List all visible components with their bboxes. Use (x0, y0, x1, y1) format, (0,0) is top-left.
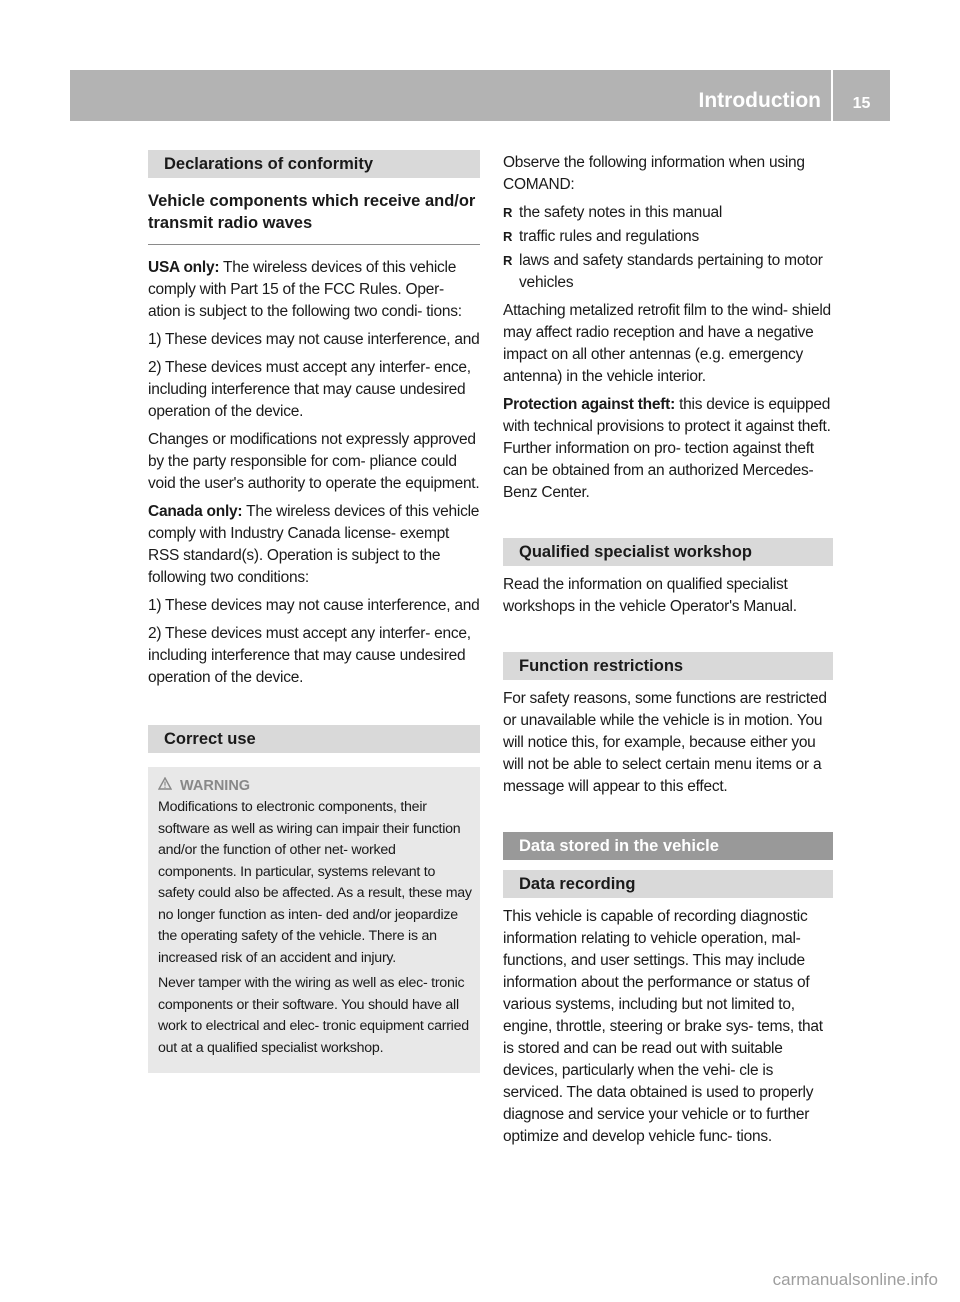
observe-intro: Observe the following information when using COMAND: (503, 154, 805, 193)
warning-box (148, 767, 480, 1073)
changes-paragraph: Changes or modifications not expressly approved by the party responsible for com- pliance could void the user's authority to operate the equipment. (148, 431, 480, 492)
usa-paragraph (148, 257, 480, 323)
warning-paragraph-2: Never tamper with the wiring as well as elec- tronic components or their software. You should have all work to electrical and elec- tronic equipment carried out at a qualified specialist workshop. (158, 975, 469, 1056)
film-paragraph: Attaching metalized retrofit film to the wind- shield may affect radio reception and have a negative impact on all other antennas (e.g. emergency antenna) in the vehicle interior. (503, 302, 831, 385)
usa-label: USA only: (148, 259, 220, 276)
data-recording-paragraph: This vehicle is capable of recording diagnostic information relating to vehicle operation, mal- functions, and user settings. This may include information about the performance or status of various systems, including but not limited to, engine, throttle, steering or brake sys- tems, that is stored and can be read out with suitable devices, particularly when the vehi- cle is serviced. The data obtained is used to properly diagnose and service your vehicle or to further optimize and develop vehicle func- tions. (503, 908, 823, 1145)
section-heading-restrictions: Function restrictions (503, 652, 833, 680)
canada-text: The wireless devices of this vehicle comply with Industry Canada license- exempt RSS standard(s). Operation is subject to the following two conditions: (148, 503, 480, 586)
section-heading-correct-use: Correct use (148, 725, 480, 753)
bullet-mark: R (503, 205, 513, 220)
workshop-paragraph: Read the information on qualified specialist workshops in the vehicle Operator's Manual. (503, 576, 797, 615)
theft-paragraph (503, 394, 833, 504)
left-column (148, 150, 480, 1073)
right-column (503, 152, 833, 1154)
theft-label: Protection against theft: (503, 396, 676, 413)
warning-label: WARNING (180, 778, 251, 794)
section-heading-declarations: Declarations of conformity (148, 150, 480, 178)
section-heading-workshop: Qualified specialist workshop (503, 538, 833, 566)
usa-condition-2: 2) These devices must accept any interfer- ence, including interference that may cause undesired operation of the device. (148, 359, 471, 420)
list-item: R the safety notes in this manual (503, 202, 833, 224)
usa-condition-1: 1) These devices may not cause interference, and (148, 331, 480, 348)
page-header (70, 70, 890, 121)
usa-text: The wireless devices of this vehicle comply with Part 15 of the FCC Rules. Oper- ation is subject to the following two condi- tions: (148, 259, 462, 320)
restrictions-paragraph: For safety reasons, some functions are restricted or unavailable while the vehicle is in motion. You will notice this, for example, because either you will not be able to select certain menu items or a message will appear to this effect. (503, 690, 827, 795)
canada-label: Canada only: (148, 503, 243, 520)
theft-text: this device is equipped with technical provisions to protect it against theft. Further information on pro- tection against theft can be obtained from an authorized Mercedes-Benz Center. (503, 396, 831, 501)
watermark: carmanualsonline.info (772, 1270, 938, 1289)
subheading-radio-components: Vehicle components which receive and/or transmit radio waves (148, 178, 480, 245)
observe-list (503, 202, 833, 294)
section-heading-data-stored: Data stored in the vehicle (503, 832, 833, 860)
canada-condition-1: 1) These devices may not cause interference, and (148, 597, 480, 614)
page-number: 15 (852, 95, 871, 112)
chapter-title: Introduction (698, 89, 821, 112)
warning-paragraph-1: Modifications to electronic components, their software as well as wiring can impair their function and/or the function of other net- worked components. In particular, systems relevant to safety could also be affected. As a result, these may no longer function as inten- ded and/or jeopardize the operating safety of the vehicle. There is an increased risk of an accident and injury. (158, 799, 472, 966)
section-heading-data-recording: Data recording (503, 870, 833, 898)
warning-title (158, 775, 472, 797)
list-item: R traffic rules and regulations (503, 226, 833, 248)
bullet-mark: R (503, 253, 513, 268)
canada-condition-2: 2) These devices must accept any interfer- ence, including interference that may cause undesired operation of the device. (148, 625, 471, 686)
bullet-mark: R (503, 229, 513, 244)
warning-triangle-icon (158, 775, 172, 797)
list-item: R laws and safety standards pertaining to motor vehicles (503, 252, 823, 291)
canada-paragraph (148, 501, 480, 589)
